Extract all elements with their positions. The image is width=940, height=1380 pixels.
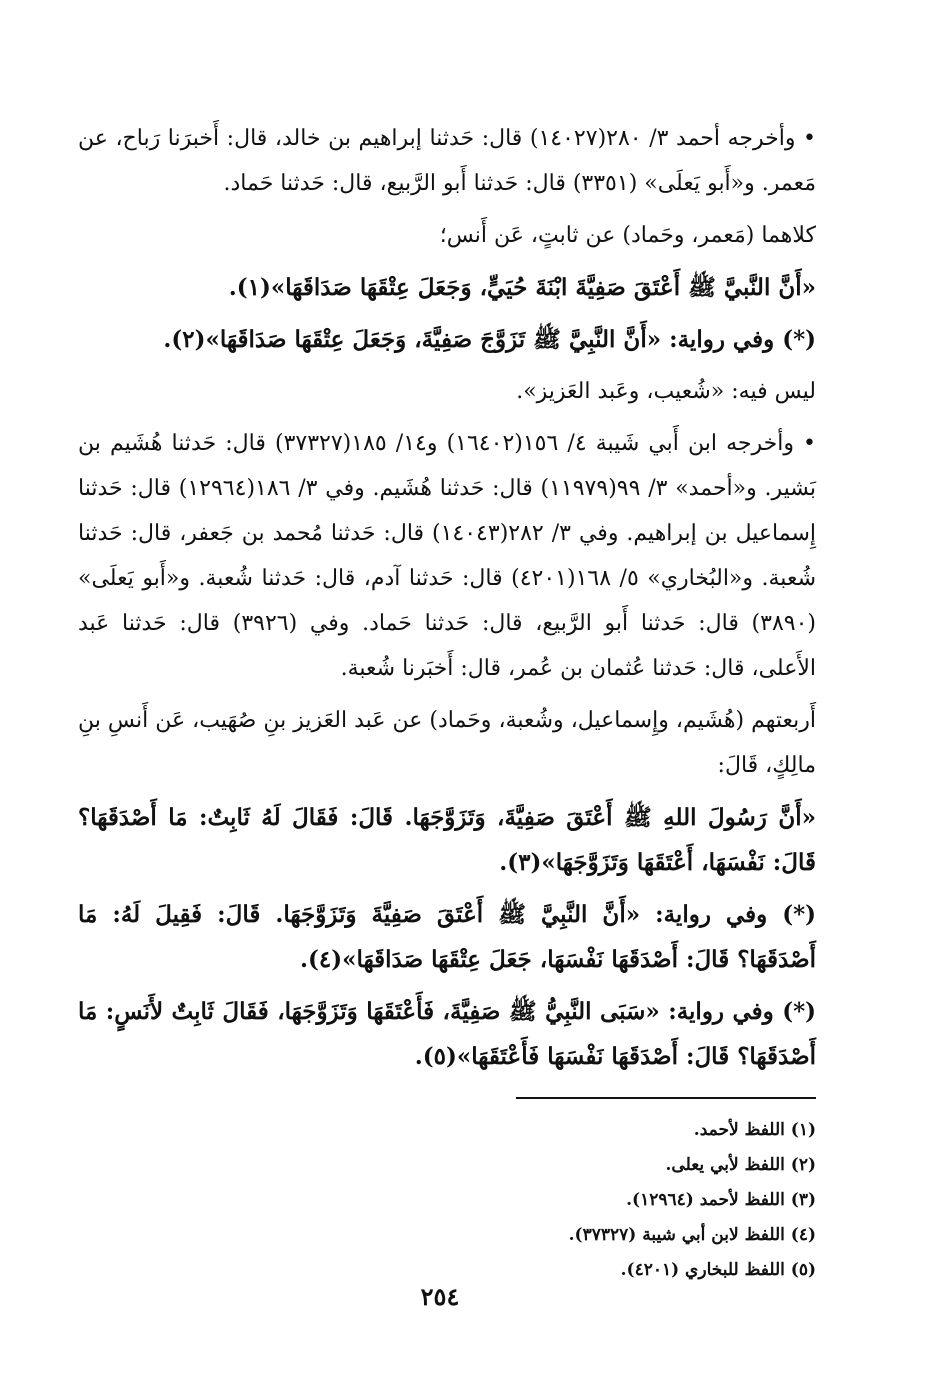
hadith-text: «أَنَّ النَّبيَّ ﷺ أَعْتَقَ صَفِيَّةَ ابْنَةَ حُيَيٍّ، وَجَعَلَ عِتْقَهَا صَدَاقَهَا»(١). xyxy=(228,274,816,301)
footnote: (٣) اللفظ لأحمد (١٢٩٦٤). xyxy=(626,1190,816,1210)
paragraph: كلاهما (مَعمر، وحَماد) عن ثابتٍ، عَن أَنس؛ xyxy=(439,223,816,248)
hadith-text: (*) وفي رواية: «سَبَى النَّبِيُّ ﷺ صَفِيَّةَ، فَأَعْتَقَهَا وَتَزَوَّجَهَا، فَقَالَ ثَابِتٌ لأَنَسٍ: مَا أَصْدَقَهَا؟ قَالَ: أَصْدَقَهَا نَفْسَهَا فَأَعْتَقَهَا»(٥). xyxy=(78,998,816,1070)
paragraph: • وأخرجه أحمد ٣/ ٢٨٠(١٤٠٢٧) قال: حَدثنا إبراهيم بن خالد، قال: أَخبرَنا رَباح، عن مَعمر. و«أَبو يَعلَى» (٣٣٥١) قال: حَدثنا أَبو الرَّبيع، قال: حَدثنا حَماد. xyxy=(78,126,816,196)
footnote-divider xyxy=(516,1097,816,1099)
main-text xyxy=(78,116,816,1079)
book-page xyxy=(78,116,816,1380)
hadith-text: (*) وفي رواية: «أَنَّ النَّبِيَّ ﷺ تَزَوَّجَ صَفِيَّةَ، وَجَعَلَ عِتْقَهَا صَدَاقَهَا»(٢). xyxy=(163,326,816,353)
hadith-text: «أَنَّ رَسُولَ اللهِ ﷺ أَعْتَقَ صَفِيَّةَ، وَتَزَوَّجَهَا. قَالَ: فَقَالَ لَهُ ثَابِتٌ: مَا أَصْدَقَهَا؟ قَالَ: نَفْسَهَا، أَعْتَقَهَا وَتَزَوَّجَهَا»(٣). xyxy=(78,804,816,876)
paragraph: • وأخرجه ابن أَبي شَيبة ٤/ ١٥٦(١٦٤٠٢) و١٤/ ١٨٥(٣٧٣٢٧) قال: حَدثنا هُشَيم بن بَشير. و«أحمد» ٣/ ٩٩(١١٩٧٩) قال: حَدثنا هُشَيم. وفي ٣/ ١٨٦(١٢٩٦٤) قال: حَدثنا إِسماعيل بن إبراهيم. وفي ٣/ ٢٨٢(١٤٠٤٣) قال: حَدثنا مُحمد بن جَعفر، قال: حَدثنا شُعبة. و«البُخاري» ٥/ ١٦٨(٤٢٠١) قال: حَدثنا آدم، قال: حَدثنا شُعبة. و«أَبو يَعلَى» (٣٨٩٠) قال: حَدثنا أَبو الرَّبيع، قال: حَدثنا حَماد. وفي (٣٩٢٦) قال: حَدثنا عَبد الأَعلى، قال: حَدثنا عُثمان بن عُمر، قال: أَخبَرنا شُعبة. xyxy=(78,431,817,681)
footnote: (٤) اللفظ لابن أبي شيبة (٣٧٣٢٧). xyxy=(568,1225,816,1245)
footnote: (٢) اللفظ لأبي يعلى. xyxy=(665,1155,816,1175)
paragraph: أَربعتهم (هُشَيم، وإِسماعيل، وشُعبة، وحَماد) عن عَبد العَزيز بنِ صُهَيب، عَن أَنسِ بنِ مالِكٍ، قَالَ: xyxy=(78,708,816,778)
footnote: (٥) اللفظ للبخاري (٤٢٠١). xyxy=(620,1260,816,1280)
footnote: (١) اللفظ لأحمد. xyxy=(693,1120,816,1140)
hadith-text: (*) وفي رواية: «أَنَّ النَّبِيَّ ﷺ أَعْتَقَ صَفِيَّةَ وَتَزَوَّجَهَا. قَالَ: فَقِيلَ لَهُ: مَا أَصْدَقَهَا؟ قَالَ: أَصْدَقَهَا نَفْسَهَا، جَعَلَ عِتْقَهَا صَدَاقَهَا»(٤). xyxy=(78,901,816,973)
page-number: ٢٥٤ xyxy=(420,1282,460,1311)
footnotes xyxy=(78,1113,816,1288)
paragraph: ليس فيه: «شُعيب، وعَبد العَزيز». xyxy=(516,379,816,404)
